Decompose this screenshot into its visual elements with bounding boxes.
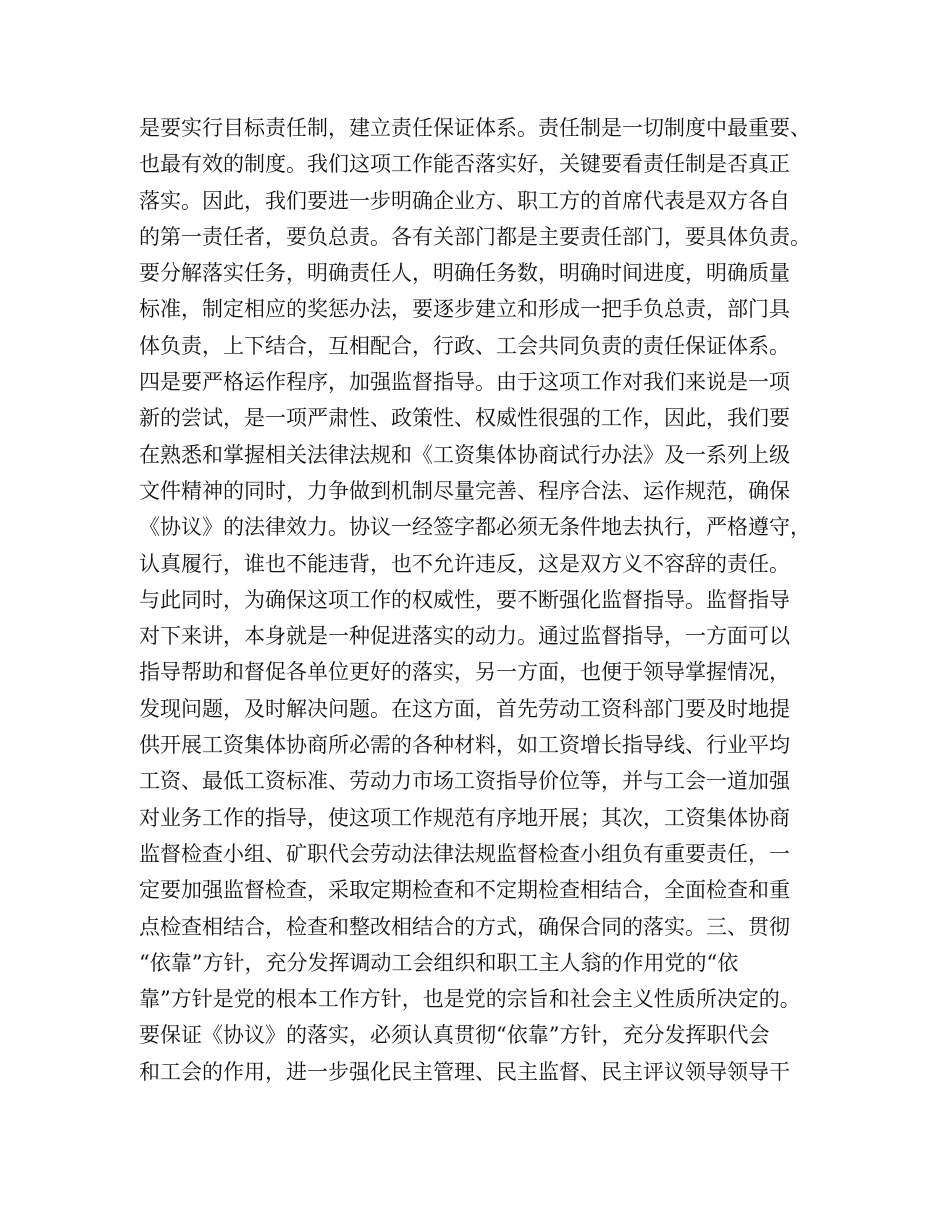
text-line-3: 落实。因此，我们要进一步明确企业方、职工方的首席代表是双方各自 <box>139 188 790 213</box>
text-line-8: 四是要严格运作程序，加强监督指导。由于这项工作对我们来说是一项 <box>139 370 790 395</box>
text-line-21: 监督检查小组、矿职代会劳动法律法规监督检查小组负有重要责任，一 <box>139 841 790 866</box>
text-line-20: 对业务工作的指导，使这项工作规范有序地开展；其次，工资集体协商 <box>139 805 790 830</box>
text-line-10: 在熟悉和掌握相关法律法规和《工资集体协商试行办法》及一系列上级 <box>139 442 790 467</box>
text-line-14: 与此同时，为确保这项工作的权威性，要不断强化监督指导。监督指导 <box>139 587 790 612</box>
text-line-5: 要分解落实任务，明确责任人，明确任务数，明确时间进度，明确质量 <box>139 261 790 286</box>
text-line-15: 对下来讲，本身就是一种促进落实的动力。通过监督指导，一方面可以 <box>139 624 790 649</box>
text-line-27: 和工会的作用，进一步强化民主管理、民主监督、民主评议领导领导干 <box>139 1059 790 1084</box>
text-line-17: 发现问题，及时解决问题。在这方面，首先劳动工资科部门要及时地提 <box>139 696 790 721</box>
text-line-4: 的第一责任者，要负总责。各有关部门都是主要责任部门，要具体负责。 <box>139 224 811 249</box>
text-line-11: 文件精神的同时，力争做到机制尽量完善、程序合法、运作规范，确保 <box>139 478 790 503</box>
text-line-2: 也最有效的制度。我们这项工作能否落实好，关键要看责任制是否真正 <box>139 152 790 177</box>
text-line-18: 供开展工资集体协商所必需的各种材料，如工资增长指导线、行业平均 <box>139 733 790 758</box>
text-line-12: 《协议》的法律效力。协议一经签字都必须无条件地去执行，严格遵守， <box>139 515 811 540</box>
text-line-19: 工资、最低工资标准、劳动力市场工资指导价位等，并与工会一道加强 <box>139 769 790 794</box>
text-line-23: 点检查相结合，检查和整改相结合的方式，确保合同的落实。三、贯彻 <box>139 914 790 939</box>
text-line-25: 靠”方针是党的根本工作方针，也是党的宗旨和社会主义性质所决定的。 <box>139 987 801 1012</box>
text-line-16: 指导帮助和督促各单位更好的落实，另一方面，也便于领导掌握情况， <box>139 660 790 685</box>
text-line-22: 定要加强监督检查，采取定期检查和不定期检查相结合，全面检查和重 <box>139 878 790 903</box>
text-line-13: 认真履行，谁也不能违背，也不允许违反，这是双方义不容辞的责任。 <box>139 551 790 576</box>
text-line-26: 要保证《协议》的落实，必须认真贯彻“依靠”方针，充分发挥职代会 <box>139 1023 770 1048</box>
document-body <box>139 110 829 1090</box>
text-line-6: 标准，制定相应的奖惩办法，要逐步建立和形成一把手负总责，部门具 <box>139 297 790 322</box>
text-line-9: 新的尝试，是一项严肃性、政策性、权威性很强的工作，因此，我们要 <box>139 406 790 431</box>
text-line-24: “依靠”方针，充分发挥调动工会组织和职工主人翁的作用党的“依 <box>139 950 739 975</box>
text-line-1: 是要实行目标责任制，建立责任保证体系。责任制是一切制度中最重要、 <box>139 116 811 140</box>
text-line-7: 体负责，上下结合，互相配合，行政、工会共同负责的责任保证体系。 <box>139 333 790 358</box>
